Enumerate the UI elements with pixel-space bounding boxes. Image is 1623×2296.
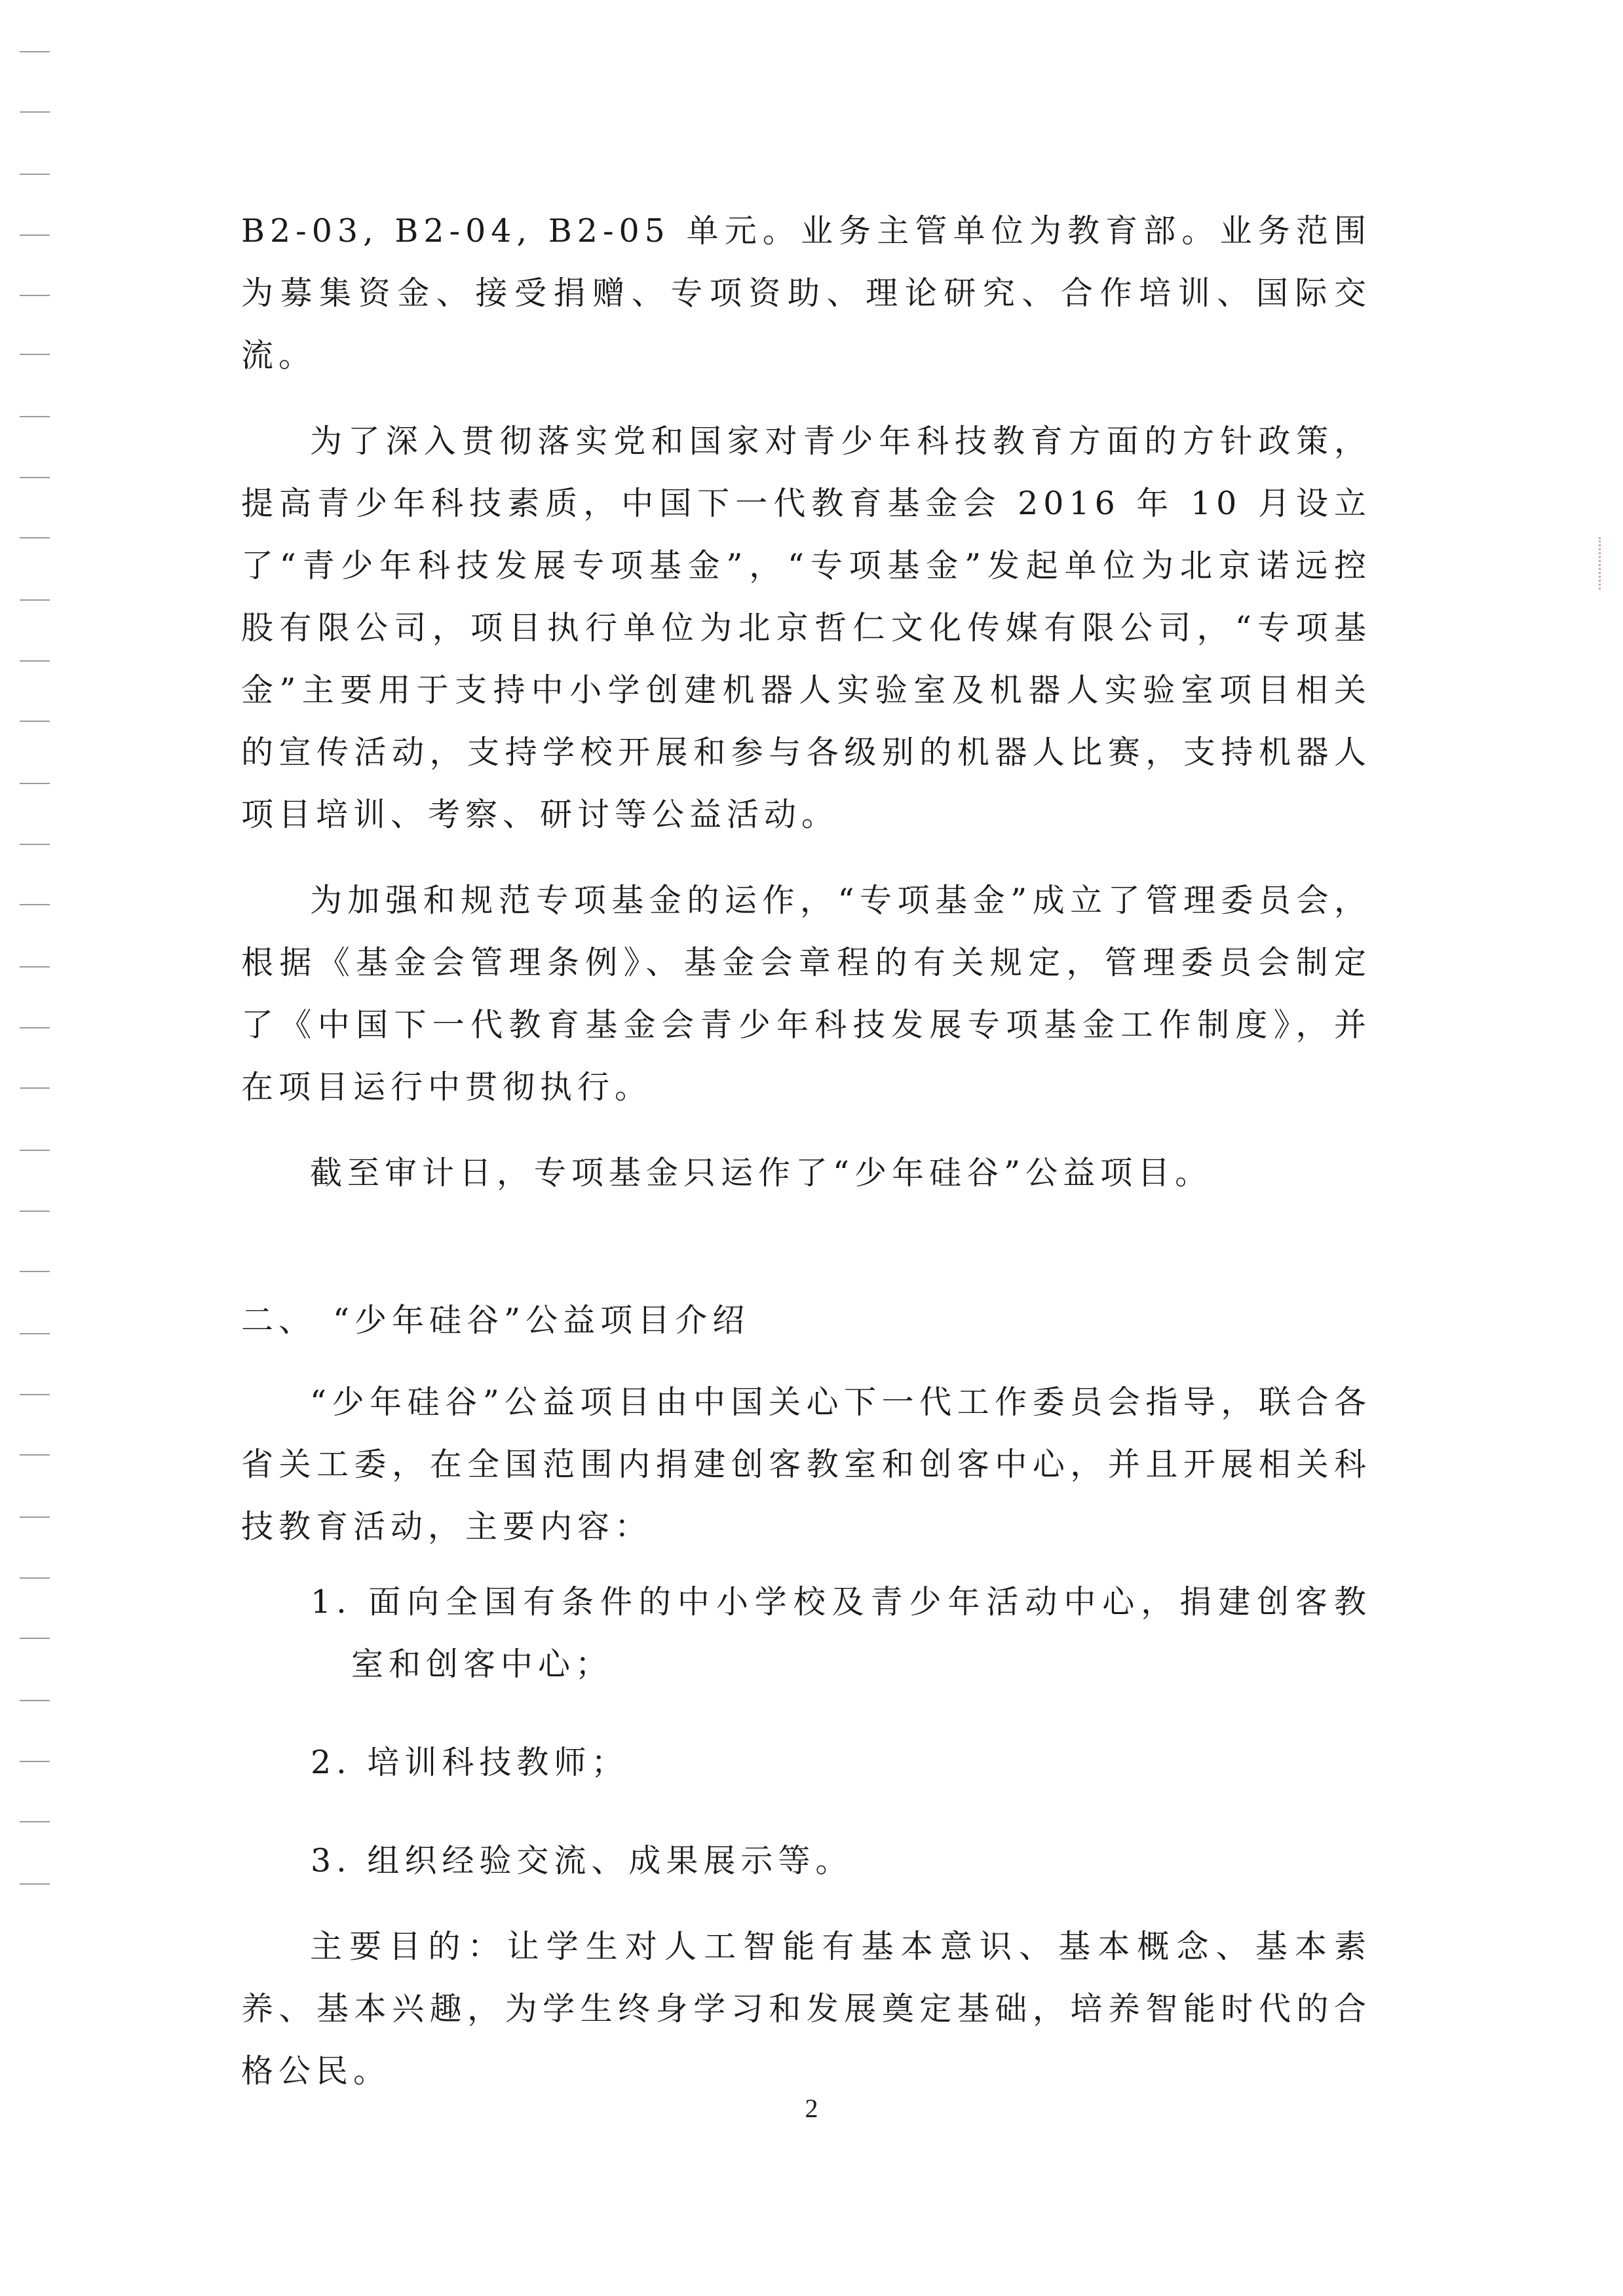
section-number: 二、 <box>241 1302 316 1339</box>
paragraph-fund-establishment: 为了深入贯彻落实党和国家对青少年科技教育方面的方针政策，提高青少年科技素质，中国下一代教育基金会 2016 年 10 月设立了“青少年科技发展专项基金”，“专项基金”发起单位为北京诺远控股有限公司，项目执行单位为北京哲仁文化传媒有限公司，“专项基金”主要用于支持中小学创建机器人实验室及机器人实验室项目相关的宣传活动，支持学校开展和参与各级别的机器人比赛，支持机器人项目培训、考察、研讨等公益活动。 <box>241 423 1371 833</box>
paragraph-project-intro: “少年硅谷”公益项目由中国关心下一代工作委员会指导，联合各省关工委，在全国范围内捐建创客教室和创客中心，并且开展相关科技教育活动，主要内容： <box>241 1383 1371 1545</box>
paragraph-management-committee: 为加强和规范专项基金的运作，“专项基金”成立了管理委员会，根据《基金会管理条例》、基金会章程的有关规定，管理委员会制定了《中国下一代教育基金会青少年科技发展专项基金工作制度》，并在项目运行中贯彻执行。 <box>241 882 1371 1106</box>
paragraph-main-purpose: 主要目的：让学生对人工智能有基本意识、基本概念、基本素养、基本兴趣，为学生终身学习和发展奠定基础，培养智能时代的合格公民。 <box>241 1928 1371 2090</box>
seal-stamp-edge <box>1599 537 1607 590</box>
paragraph-audit-status: 截至审计日，专项基金只运作了“少年硅谷”公益项目。 <box>310 1154 1213 1192</box>
section-heading <box>241 1289 1371 1351</box>
section-title: “少年硅谷”公益项目介绍 <box>333 1302 750 1339</box>
paragraph-scope: B2-03, B2-04, B2-05 单元。业务主管单位为教育部。业务范围为募集资金、接受捐赠、专项资助、理论研究、合作培训、国际交流。 <box>241 212 1371 374</box>
binding-margin-marks <box>20 39 52 1939</box>
list-item: 3. 组织经验交流、成果展示等。 <box>311 1842 853 1879</box>
page-number: 2 <box>805 2094 818 2123</box>
list-item: 2. 培训科技教师； <box>311 1744 629 1781</box>
list-item: 1. 面向全国有条件的中小学校及青少年活动中心，捐建创客教室和创客中心； <box>311 1583 1371 1683</box>
document-body <box>241 200 1371 2102</box>
